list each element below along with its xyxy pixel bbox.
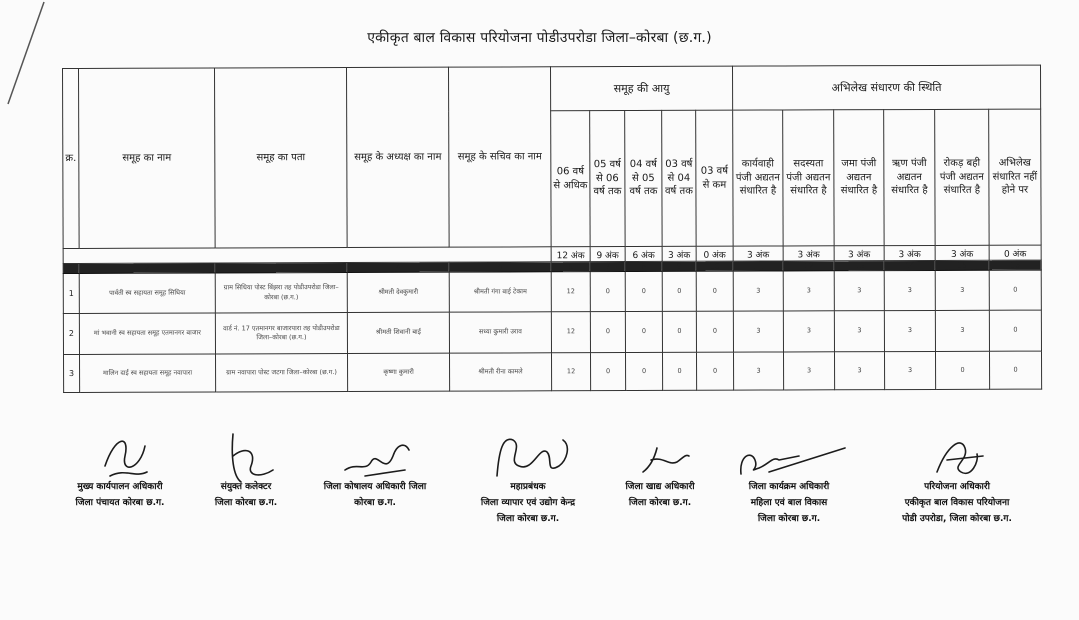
marks-cell: 9 अंक xyxy=(590,247,625,262)
handwritten-signature xyxy=(483,426,573,486)
signatory-office: महिला एवं बाल विकास xyxy=(750,497,828,508)
table-row xyxy=(63,310,1041,354)
marks-cell: 3 अंक xyxy=(733,246,783,261)
signatory-title: संयुक्त कलेक्टर xyxy=(220,482,272,492)
cell-address: वार्ड नं. 17 एतमानगर बाजारपारा तह पोडीउपरोडा जिला–कोरबा (छ.ग.) xyxy=(215,313,347,354)
column-number: 14 xyxy=(884,260,935,270)
cell-value: 0 xyxy=(662,352,696,390)
document-title: एकीकृत बाल विकास परियोजना पोडीउपरोडा जिला–कोरबा (छ.ग.) xyxy=(367,30,712,46)
cell-value: 0 xyxy=(590,353,625,391)
cell-president: श्रीमती शिवानी बाई xyxy=(347,312,449,353)
cell-value: 3 xyxy=(733,352,783,390)
header-age-col: 04 वर्ष से 05 वर्ष तक xyxy=(625,110,662,246)
header-record-col: रोकड़ बही पंजी अद्यतन संधारित है xyxy=(935,109,989,245)
cell-group-name: मालिन दाई स्व सहायता समूह नवापारा xyxy=(79,354,215,392)
cell-value: 12 xyxy=(551,353,590,391)
cell-value: 0 xyxy=(625,311,662,352)
signatory-block xyxy=(610,480,710,512)
shg-status-table xyxy=(62,65,1042,393)
column-number: 2 xyxy=(79,263,215,273)
signatory-office: जिला व्यापार एवं उद्योग केन्द्र xyxy=(480,497,576,508)
signatory-office: जिला कोरबा छ.ग. xyxy=(214,497,278,508)
cell-value: 0 xyxy=(989,270,1041,310)
marks-cell: 12 अंक xyxy=(551,247,590,262)
column-number: 16 xyxy=(989,260,1041,270)
signatory-block xyxy=(60,480,180,512)
cell-sno: 1 xyxy=(63,273,79,313)
handwritten-signature xyxy=(335,426,415,486)
cell-value: 3 xyxy=(834,311,884,352)
handwritten-signature xyxy=(917,426,997,486)
header-age-col: 03 वर्ष से कम xyxy=(696,110,733,246)
cell-president: कृष्णा कुमारी xyxy=(347,353,449,391)
header-age-col: 03 वर्ष से 04 वर्ष तक xyxy=(662,110,696,246)
cell-group-name: पार्वती स्व सहायता समूह सिधिया xyxy=(79,273,215,313)
header-record-col: सदस्यता पंजी अद्यतन संधारित है xyxy=(783,110,834,246)
signatory-office: जिला कोरबा छ.ग. xyxy=(628,497,692,508)
cell-value: 3 xyxy=(884,351,935,389)
cell-value: 3 xyxy=(783,271,834,311)
handwritten-signature xyxy=(211,426,281,486)
cell-value: 3 xyxy=(733,311,783,352)
column-number: 6 xyxy=(551,262,590,272)
cell-value: 0 xyxy=(662,311,696,352)
corner-pen-mark xyxy=(0,0,60,110)
column-number: 12 xyxy=(783,261,834,271)
cell-value: 3 xyxy=(834,271,884,311)
cell-sno: 2 xyxy=(63,313,79,354)
cell-secretary: श्रीमती रीना कामले xyxy=(449,353,551,391)
cell-value: 0 xyxy=(696,271,733,311)
signatory-title: जिला कार्यक्रम अधिकारी xyxy=(748,482,830,492)
cell-value: 3 xyxy=(783,352,834,390)
cell-group-name: मां भवानी स्व सहायता समूह एतमानगर बाजार xyxy=(79,313,215,354)
cell-value: 0 xyxy=(696,311,733,352)
cell-secretary: श्रीमती गंगा बाई टेकाम xyxy=(449,272,551,312)
signatory-district: पोडी उपरोडा, जिला कोरबा छ.ग. xyxy=(902,513,1012,524)
cell-value: 0 xyxy=(625,352,662,390)
header-record-col: कार्यवाही पंजी अद्यतन संधारित है xyxy=(733,110,783,246)
cell-value: 3 xyxy=(834,352,884,390)
cell-value: 0 xyxy=(662,271,696,311)
header-record-col: अभिलेख संधारित नहीं होने पर xyxy=(989,109,1041,245)
cell-value: 3 xyxy=(884,270,935,310)
cell-value: 0 xyxy=(989,310,1041,351)
header-sno: क्र. xyxy=(63,68,80,248)
marks-cell: 6 अंक xyxy=(625,246,662,261)
column-number: 8 xyxy=(625,261,662,271)
table-row xyxy=(64,351,1042,392)
header-record-status: अभिलेख संधारण की स्थिति xyxy=(732,65,1040,110)
cell-value: 3 xyxy=(783,311,834,352)
column-number: 1 xyxy=(63,263,79,273)
column-number: 13 xyxy=(834,261,884,271)
signatory-title: जिला खाद्य अधिकारी xyxy=(625,482,695,492)
signatory-title: जिला कोषालय अधिकारी जिला xyxy=(323,482,427,492)
signatory-block xyxy=(310,480,440,512)
cell-value: 0 xyxy=(935,351,989,389)
cell-value: 12 xyxy=(551,272,590,312)
cell-value: 0 xyxy=(696,352,733,390)
signatory-block xyxy=(724,480,854,527)
cell-secretary: सध्या कुमारी उराव xyxy=(449,312,551,353)
cell-value: 12 xyxy=(551,312,590,353)
signatory-office: कोरबा छ.ग. xyxy=(354,497,396,508)
cell-address: ग्राम नवापारा पोस्ट जटगा जिला–कोरबा (छ.ग.) xyxy=(215,354,347,392)
header-group-age: समूह की आयु xyxy=(550,66,732,111)
cell-president: श्रीमती देवकुमारी xyxy=(347,272,449,312)
header-age-col: 06 वर्ष से अधिक xyxy=(551,111,590,247)
marks-cell: 0 अंक xyxy=(696,246,733,261)
header-group-address: समूह का पता xyxy=(215,68,348,248)
marks-cell: 3 अंक xyxy=(834,246,884,261)
column-number: 5 xyxy=(449,262,551,272)
cell-value: 3 xyxy=(935,310,989,351)
signatory-block xyxy=(196,480,296,512)
header-age-col: 05 वर्ष से 06 वर्ष तक xyxy=(590,111,625,247)
signatory-title: परियोजना अधिकारी xyxy=(924,482,990,492)
marks-cell: 3 अंक xyxy=(662,246,696,261)
cell-value: 0 xyxy=(625,271,662,311)
marks-cell: 3 अंक xyxy=(935,245,989,260)
handwritten-signature xyxy=(85,426,155,486)
cell-value: 0 xyxy=(989,351,1041,389)
column-number: 3 xyxy=(215,263,347,273)
column-number: 15 xyxy=(935,260,989,270)
signatory-block xyxy=(872,480,1042,527)
cell-address: ग्राम सिधिया पोस्ट बिंझरा तह पोडीउपरोडा जिला–कोरबा (छ.ग.) xyxy=(215,273,347,313)
cell-sno: 3 xyxy=(64,354,80,392)
marks-cell: 3 अंक xyxy=(783,246,834,261)
signatory-office: जिला पंचायत कोरबा छ.ग. xyxy=(75,497,165,508)
signatory-title: मुख्य कार्यपालन अधिकारी xyxy=(77,482,163,492)
header-group-name: समूह का नाम xyxy=(79,68,216,248)
column-number: 9 xyxy=(662,261,696,271)
header-record-col: ऋण पंजी अद्यतन संधारित है xyxy=(884,109,935,245)
cell-value: 0 xyxy=(590,272,625,312)
handwritten-signature xyxy=(625,426,695,486)
signatory-office: एकीकृत बाल विकास परियोजना xyxy=(904,497,1010,508)
cell-value: 3 xyxy=(884,310,935,351)
header-secretary: समूह के सचिव का नाम xyxy=(448,67,551,247)
column-number: 11 xyxy=(733,261,783,271)
cell-value: 0 xyxy=(590,312,625,353)
column-number: 4 xyxy=(347,262,449,272)
column-number: 10 xyxy=(696,261,733,271)
signatory-title: महाप्रबंधक xyxy=(510,482,546,492)
column-number: 7 xyxy=(590,262,625,272)
signatory-block xyxy=(462,480,594,527)
cell-value: 3 xyxy=(935,270,989,310)
marks-cell: 3 अंक xyxy=(884,245,935,260)
signatory-district: जिला कोरबा छ.ग. xyxy=(757,513,821,524)
marks-cell: 0 अंक xyxy=(989,245,1041,260)
handwritten-signature xyxy=(729,426,849,486)
header-president: समूह के अध्यक्ष का नाम xyxy=(347,67,450,247)
header-record-col: जमा पंजी अद्यतन संधारित है xyxy=(834,110,884,246)
cell-value: 3 xyxy=(733,271,783,311)
marks-blank xyxy=(63,247,551,264)
signatory-district: जिला कोरबा छ.ग. xyxy=(496,513,560,524)
table-row xyxy=(63,270,1041,313)
